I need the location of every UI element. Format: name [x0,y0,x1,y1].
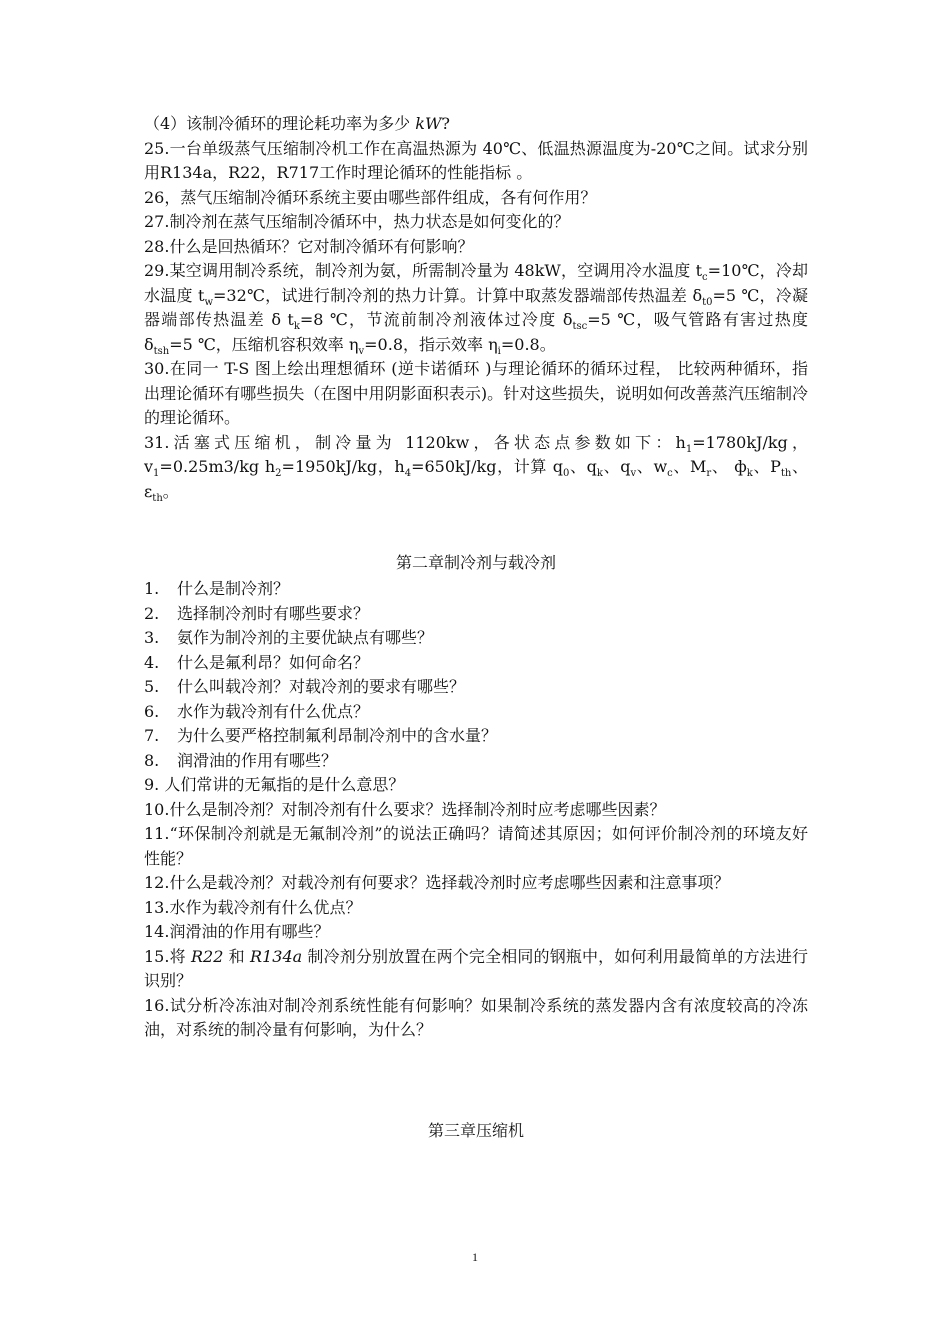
question-28: 28.什么是回热循环？它对制冷循环有何影响？ [144,236,474,256]
chapter-2-question-12: 12.什么是载冷剂？对载冷剂有何要求？选择载冷剂时应考虑哪些因素和注意事项？ [144,873,730,892]
list-item: 5. 什么叫载冷剂？对载冷剂的要求有哪些？ [144,677,466,696]
chapter-2-question-16: 16.试分析冷冻油对制冷剂系统性能有何影响？如果制冷系统的蒸发器内含有浓度较高的冷冻油，对系统的制冷量有何影响，为什么？ [144,995,808,1039]
list-item: 7. 为什么要严格控制氟利昂制冷剂中的含水量？ [144,726,498,745]
list-item: 4. 什么是氟利昂？如何命名？ [144,652,370,672]
chapter-2-question-11: 11.“环保制冷剂就是无氟制冷剂”的说法正确吗？请简述其原因；如何评价制冷剂的环境友好性能？ [144,824,808,868]
chapter-2-question-14: 14.润滑油的作用有哪些？ [144,922,330,941]
page-number: 1 [472,1250,478,1264]
question-part-4: （4）该制冷循环的理论耗功率为多少 kW? [144,114,450,133]
chapter-2-list [144,577,808,773]
question-30: 30.在同一 T-S 图上绘出理想循环 (逆卡诺循环 )与理论循环的循环过程， 比较两种循环，指出理论循环有哪些损失（在图中用阴影面积表示)。针对这些损失，说明如何改善蒸汽压缩制冷的理论循环。 [144,359,808,427]
chapter-2-question-10: 10.什么是制冷剂？对制冷剂有什么要求？选择制冷剂时应考虑哪些因素？ [144,799,666,819]
chapter-3-title: 第三章压缩机 [427,1120,524,1140]
question-31: 31.活塞式压缩机，制冷量为 1120kw，各状态点参数如下：$h_1=1780kJ/kg$， $v_1=0.25m3/kg$ $h_2=1950kJ/kg$，$h_4=650kJ/kg$，计算 $q_0$、$q_k$、$q_v$、$w_c$、$M_r$、 $ф_k$、$P_{th}$、$\varepsilon_{th}$。 [144,432,808,504]
list-item: 6. 水作为载冷剂有什么优点？ [144,701,370,721]
list-item: 1. 什么是制冷剂？ [144,579,290,598]
chapter-2-question-13: 13.水作为载冷剂有什么优点？ [144,897,362,917]
question-25: 25.一台单级蒸气压缩制冷机工作在高温热源为 40℃、低温热源温度为-20℃之间。试求分别用R134a，R22，R717工作时理论循环的性能指标 。 [144,138,808,182]
question-26: 26，蒸气压缩制冷循环系统主要由哪些部件组成，各有何作用？ [144,187,597,207]
list-item: 8. 润滑油的作用有哪些？ [144,750,338,770]
chapter-2-question-15: 15.将 R22 和 R134a 制冷剂分别放置在两个完全相同的钢瓶中，如何利用最简单的方法进行识别？ [144,946,808,990]
document-body [144,112,808,1143]
list-item: 3. 氨作为制冷剂的主要优缺点有哪些？ [144,628,434,647]
question-27: 27.制冷剂在蒸气压缩制冷循环中，热力状态是如何变化的？ [144,212,570,231]
chapter-2-question-9: 9. 人们常讲的无氟指的是什么意思？ [144,775,405,794]
list-item: 2. 选择制冷剂时有哪些要求？ [144,603,370,623]
question-29: 29.某空调用制冷系统，制冷剂为氨，所需制冷量为 48kW，空调用冷水温度 $t_c=10℃$，冷却水温度 $t_w=32℃$，试进行制冷剂的热力计算。计算中取蒸发器端部传热温差 $\delta_{t0}=5$ ℃，冷凝器端部传热温差 δ $t_k=8$ ℃，节流前制冷剂液体过冷度 $\delta_{tsc}=5$ ℃，吸气管路有害过热度 $\delta_{tsh}=5$ ℃，压缩机容积效率 $\eta_v=0.8$，指示效率 $\eta_i=0.8$。 [144,261,808,357]
chapter-2-title: 第二章制冷剂与载冷剂 [395,553,556,572]
